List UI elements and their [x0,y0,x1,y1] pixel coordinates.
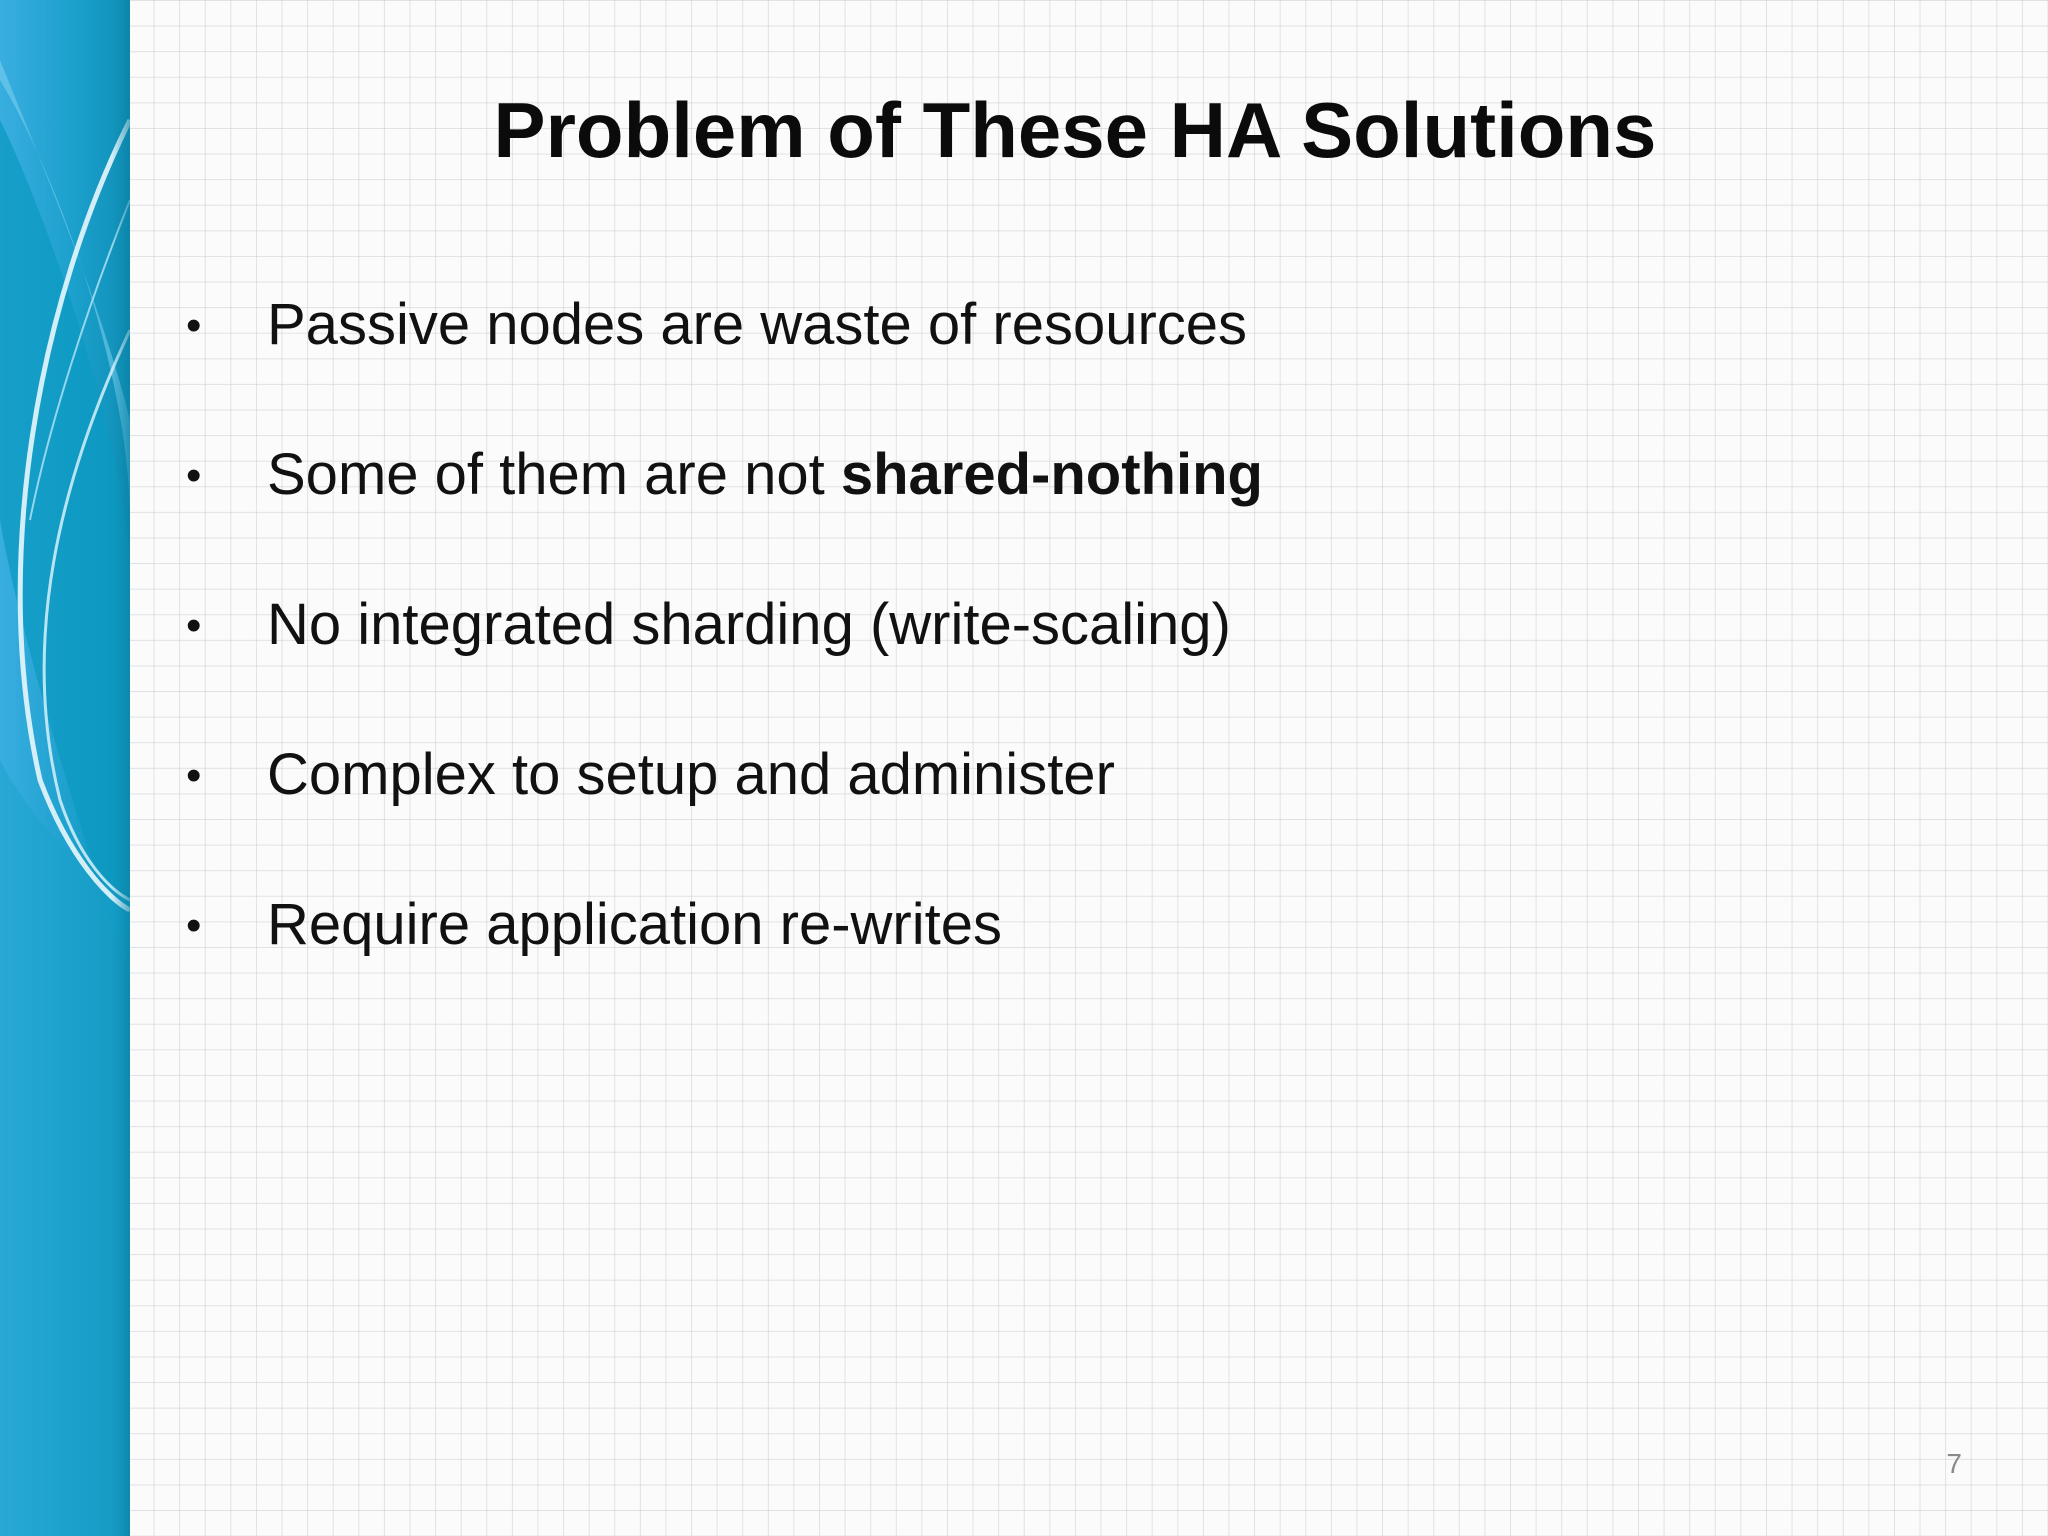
bullet-dot-icon: • [186,601,202,650]
slide-title: Problem of These HA Solutions [493,86,1657,174]
bullet-dot-icon: • [186,301,202,350]
page-number: 7 [1946,1448,1962,1479]
bullet-text: Complex to setup and administer [267,742,1115,807]
bullet-text: No integrated sharding (write-scaling) [267,592,1231,657]
bullet-text: Require application re-writes [267,892,1002,957]
bullet-text: Some of them are not [267,442,841,507]
bullet-dot-icon: • [186,901,202,950]
bullet-bold-text: shared-nothing [840,442,1263,507]
bullet-text-mixed [267,440,1263,510]
bullet-dot-icon: • [186,751,202,800]
bullet-dot-icon: • [186,451,202,500]
decorative-blue-band [0,0,130,1536]
bullet-text: Passive nodes are waste of resources [267,292,1248,357]
